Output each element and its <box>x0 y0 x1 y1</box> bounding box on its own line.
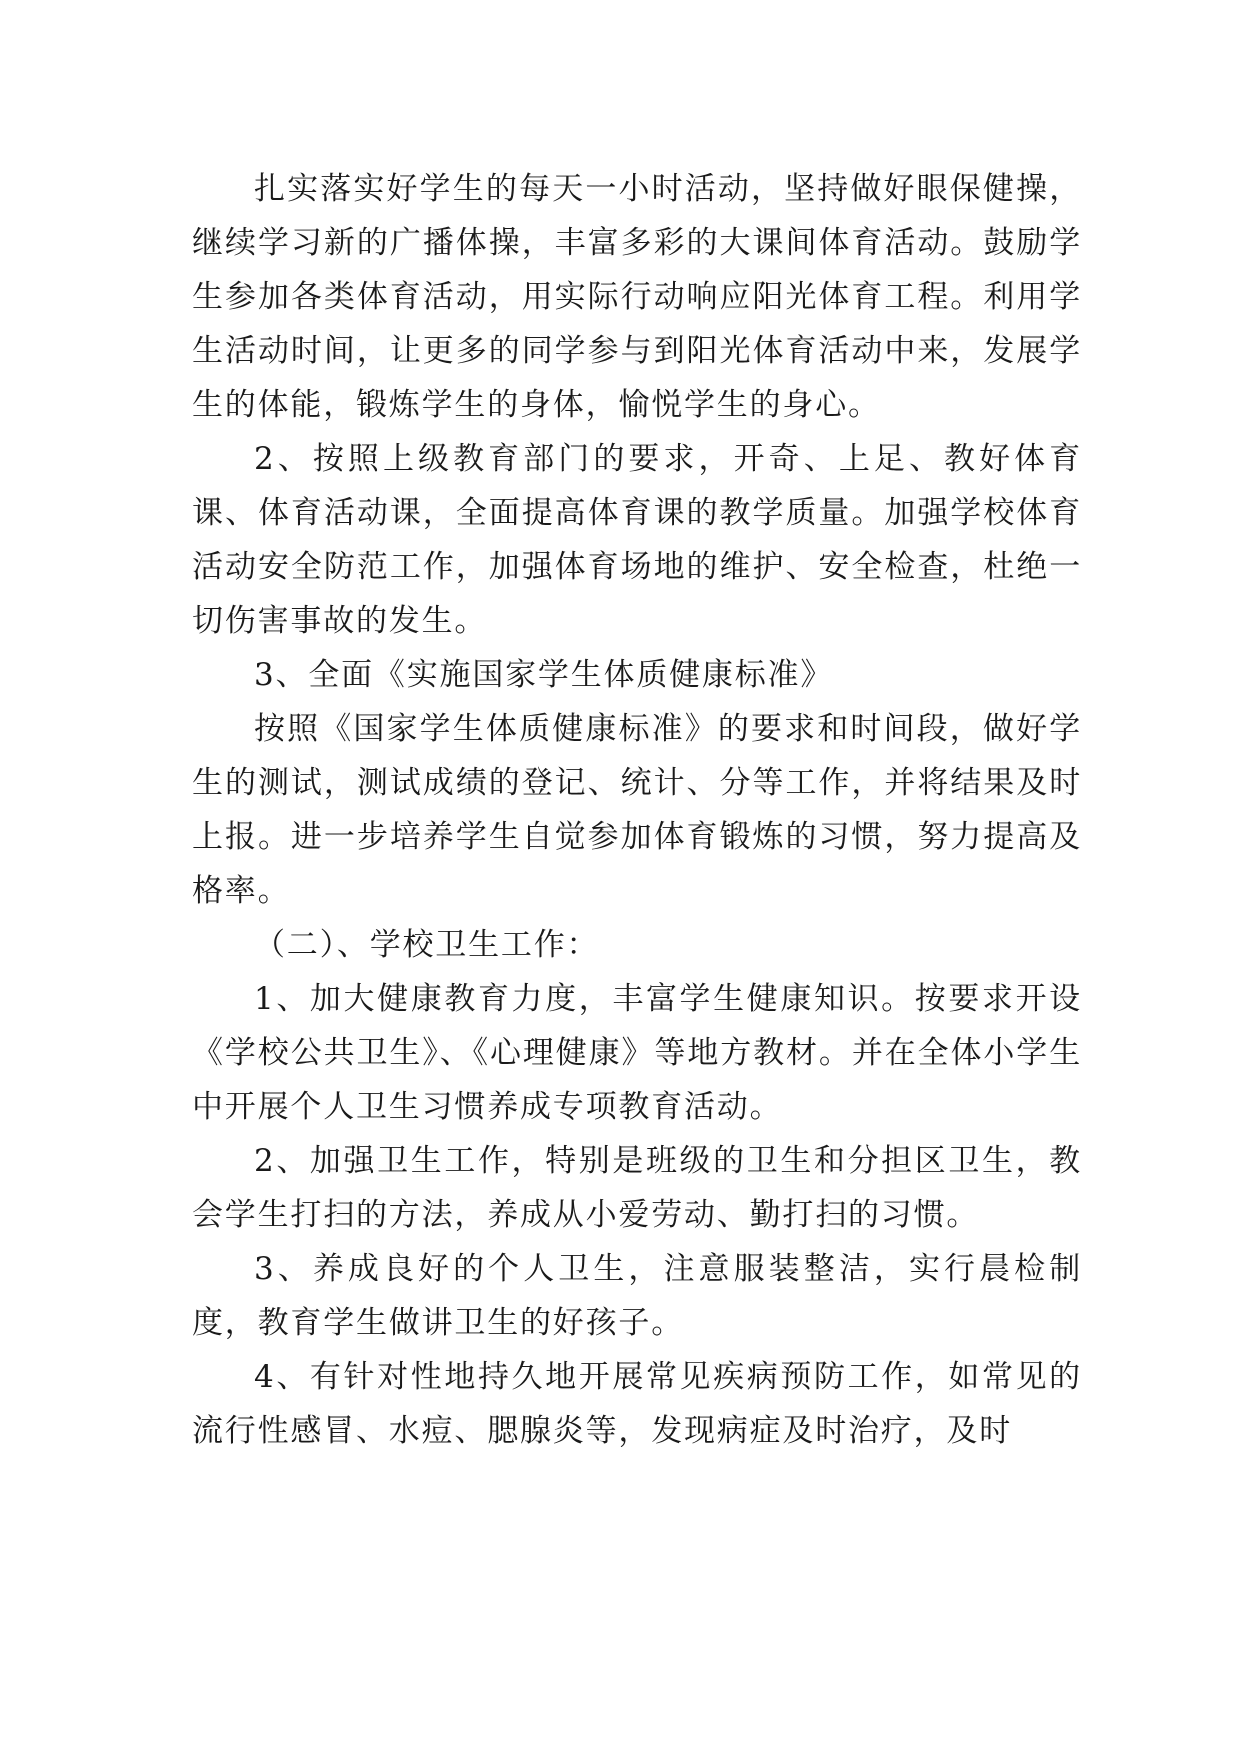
paragraph-7: 3、养成良好的个人卫生，注意服装整洁，实行晨检制度，教育学生做讲卫生的好孩子。 <box>192 1251 1082 1341</box>
paragraph-8: 4、有针对性地持久地开展常见疾病预防工作，如常见的流行性感冒、水痘、腮腺炎等，发现病症及时治疗，及时 <box>192 1359 1082 1449</box>
document-body <box>192 162 1082 1458</box>
paragraph-2: 2、按照上级教育部门的要求，开奇、上足、教好体育课、体育活动课，全面提高体育课的教学质量。加强学校体育活动安全防范工作，加强体育场地的维护、安全检查，杜绝一切伤害事故的发生。 <box>192 441 1082 639</box>
paragraph-3: 3、全面《实施国家学生体质健康标准》 <box>254 657 834 693</box>
paragraph-6: 2、加强卫生工作，特别是班级的卫生和分担区卫生，教会学生打扫的方法，养成从小爱劳动、勤打扫的习惯。 <box>192 1143 1082 1233</box>
paragraph-5: 1、加大健康教育力度，丰富学生健康知识。按要求开设《学校公共卫生》、《心理健康》等地方教材。并在全体小学生中开展个人卫生习惯养成专项教育活动。 <box>192 981 1082 1125</box>
paragraph-4: 按照《国家学生体质健康标准》的要求和时间段，做好学生的测试，测试成绩的登记、统计、分等工作，并将结果及时上报。进一步培养学生自觉参加体育锻炼的习惯，努力提高及格率。 <box>192 711 1082 909</box>
section-heading: （二）、学校卫生工作： <box>254 927 600 963</box>
paragraph-1: 扎实落实好学生的每天一小时活动，坚持做好眼保健操，继续学习新的广播体操，丰富多彩的大课间体育活动。鼓励学生参加各类体育活动，用实际行动响应阳光体育工程。利用学生活动时间，让更多的同学参与到阳光体育活动中来，发展学生的体能，锻炼学生的身体，愉悦学生的身心。 <box>192 171 1082 423</box>
